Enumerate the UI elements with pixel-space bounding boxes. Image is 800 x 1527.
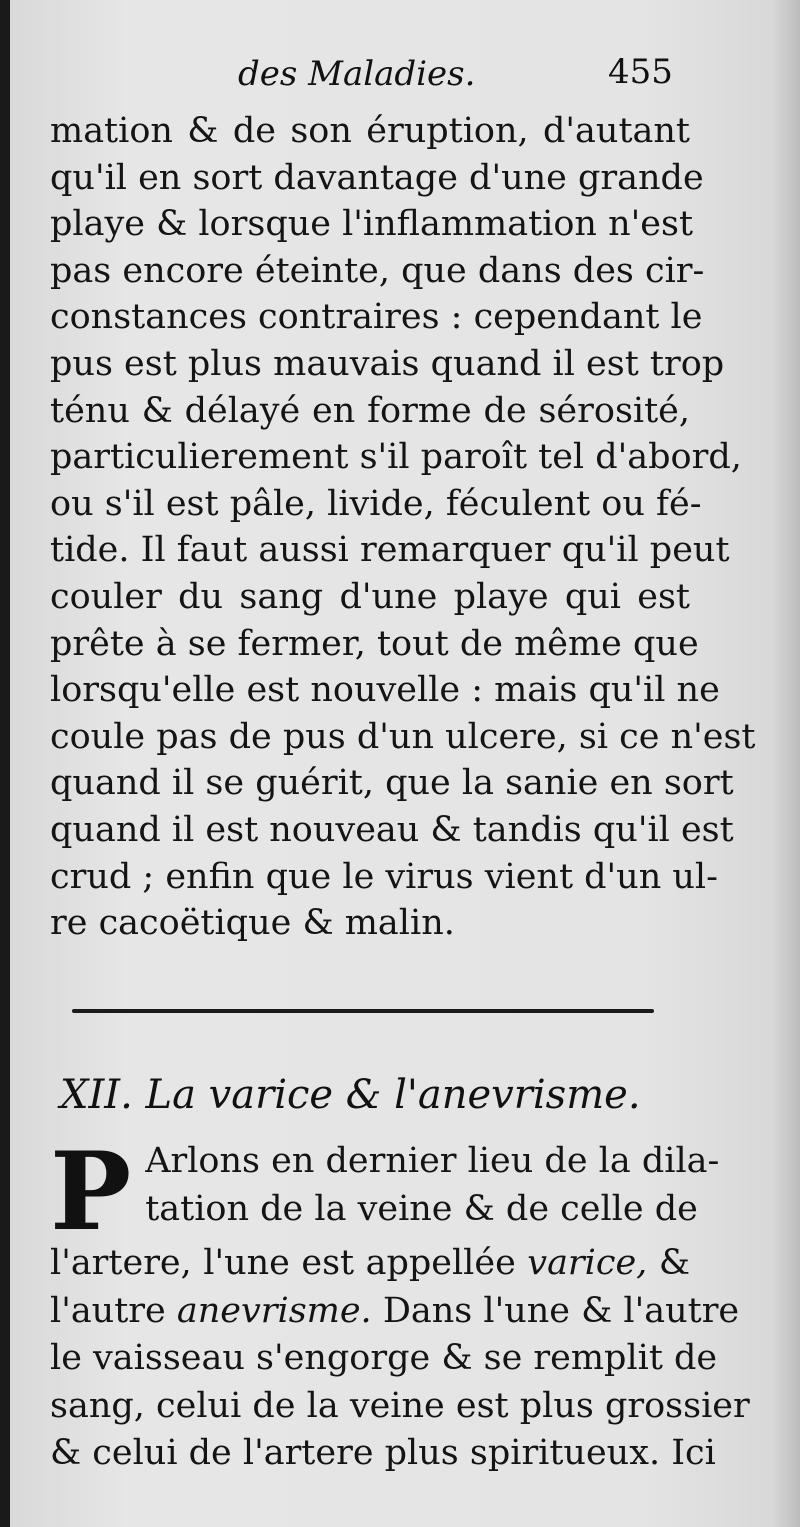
- section-line: le vaisseau s'engorge & se remplit de: [50, 1338, 718, 1378]
- section-divider: [72, 1009, 654, 1013]
- passage-line: re cacoëtique & malin.: [50, 903, 455, 944]
- section-heading: XII. La varice & l'anevrisme.: [60, 1072, 641, 1118]
- section-line-text: Dans l'une & l'autre: [382, 1290, 740, 1331]
- passage-line: couler du sang d'une playe qui est: [50, 576, 690, 617]
- passage-line: coule pas de pus d'un ulcere, si ce n'est: [50, 716, 756, 757]
- passage: [50, 108, 756, 947]
- passage-line: crud ; enfin que le virus vient d'un ul-: [50, 856, 718, 897]
- passage-line: quand il est nouveau & tandis qu'il est: [50, 809, 734, 850]
- section-line-text: l'autre: [50, 1290, 166, 1331]
- passage-line: ténu & délayé en forme de sérosité,: [50, 390, 690, 431]
- passage-line: lorsqu'elle est nouvelle : mais qu'il ne: [50, 670, 720, 711]
- book-page: [10, 0, 800, 1527]
- conjunction: &: [658, 1243, 690, 1283]
- passage-line: pus est plus mauvais quand il est trop: [50, 343, 725, 384]
- running-head: [10, 52, 800, 102]
- page-number: 455: [608, 52, 673, 92]
- section-line: [50, 1240, 690, 1288]
- passage-line: prête à se fermer, tout de même que: [50, 623, 699, 664]
- passage-line: quand il se guérit, que la sanie en sort: [50, 763, 734, 804]
- passage-line: qu'il en sort davantage d'une grande: [50, 157, 704, 198]
- section-line: Arlons en dernier lieu de la dila-: [145, 1141, 720, 1181]
- section-line-text: l'artere, l'une est appellée: [50, 1243, 516, 1283]
- section-line: sang, celui de la veine est plus grossier: [50, 1385, 750, 1426]
- passage-line: tide. Il faut aussi remarquer qu'il peut: [50, 530, 730, 571]
- term-varice: varice,: [527, 1243, 648, 1283]
- passage-line: pas encore éteinte, que dans des cir-: [50, 250, 705, 291]
- passage-line: ou s'il est pâle, livide, féculent ou fé-: [50, 483, 702, 524]
- section-line: [50, 1288, 740, 1336]
- passage-line: playe & lorsque l'inflammation n'est: [50, 204, 694, 245]
- drop-capital: P: [50, 1129, 132, 1255]
- section-body: [50, 1129, 750, 1478]
- passage-line: mation & de son éruption, d'autant: [50, 111, 690, 151]
- running-title: des Maladies.: [238, 54, 476, 94]
- term-anevrisme: anevrisme.: [176, 1290, 372, 1331]
- section-line: tation de la veine & de celle de: [145, 1188, 698, 1229]
- passage-line: particulierement s'il paroît tel d'abord,: [50, 437, 742, 478]
- passage-line: constances contraires : cependant le: [50, 297, 703, 338]
- page-edge-shadow: [772, 0, 800, 1527]
- section-line: & celui de l'artere plus spiritueux. Ici: [50, 1433, 716, 1473]
